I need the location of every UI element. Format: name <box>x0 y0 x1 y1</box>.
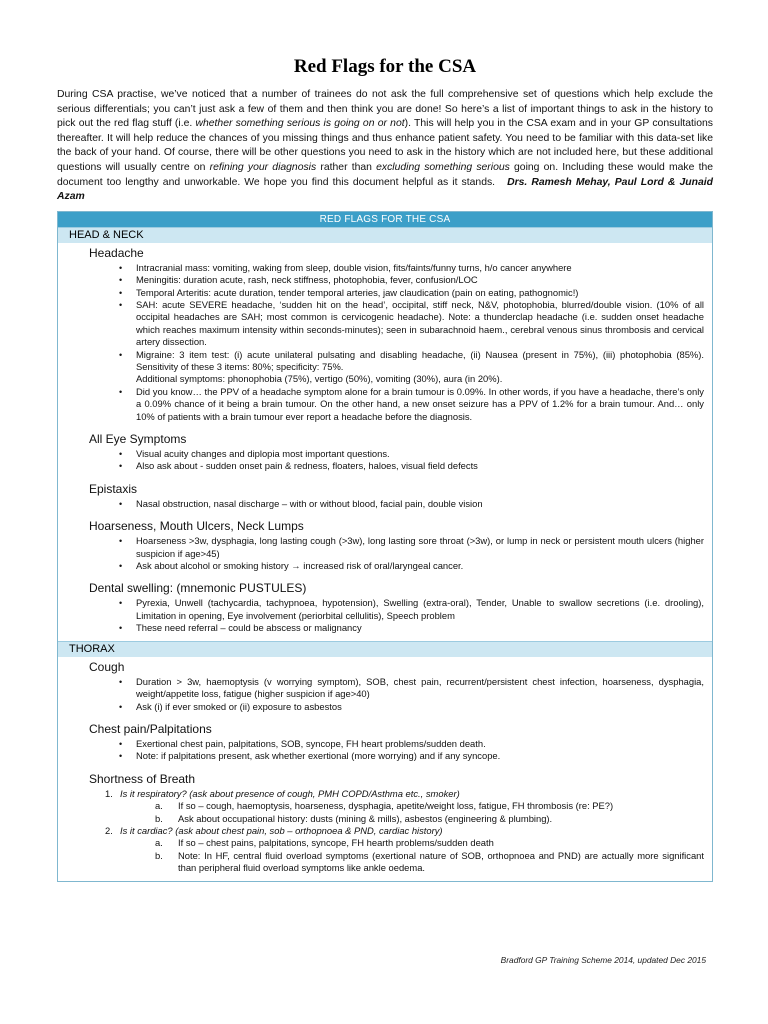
intro-paragraph <box>57 88 713 205</box>
table-title: RED FLAGS FOR THE CSA <box>58 212 712 227</box>
list-item <box>136 349 712 386</box>
epistaxis-list <box>58 498 712 510</box>
page-footer: Bradford GP Training Scheme 2014, updated Dec 2015 <box>500 955 706 965</box>
number-marker: 2. <box>105 824 113 836</box>
subheading-cough: Cough <box>89 659 125 674</box>
cough-list <box>58 676 712 713</box>
list-item: • Meningitis: duration acute, rash, neck stiffness, photophobia, fever, confusion/LOC <box>136 274 712 286</box>
hoarseness-list <box>58 535 712 572</box>
subheading-dental: Dental swelling: (mnemonic PUSTULES) <box>89 581 307 596</box>
list-item: • Ask about alcohol or smoking history → increased risk of oral/laryngeal cancer. <box>136 560 712 572</box>
lettered-item <box>120 850 704 875</box>
section-thorax: THORAX <box>58 641 712 657</box>
subheading-sob: Shortness of Breath <box>89 771 196 786</box>
list-item: • Note: if palpitations present, ask whether exertional (more worrying) and if any syncope. <box>136 750 712 762</box>
list-item: • SAH: acute SEVERE headache, ‘sudden hit on the head’, occipital, stiff neck, N&V, photophobia, blurred/double vision. (10% of all occipital headaches are SAH; most common is cervicogenic headache). Note: a thunderclap headache (i.e. sudden onset headache which reaches maximum intensity within seconds-minutes); seen in subarachnoid haem., cerebral venous sinus thrombosis and cervical artery dissection. <box>136 299 712 349</box>
list-item: • Did you know… the PPV of a headache symptom alone for a brain tumour is 0.09%. In other words, if you have a headache, there’s only a 0.09% chance of it being a brain tumour. On the other hand, a new onset seizure has a PPV of 1.2% for a brain tumour. And… only 10% of patients with a brain tumour ever report a headache before the diagnosis. <box>136 386 712 423</box>
intro-emphasis-2: refining your diagnosis <box>209 161 317 173</box>
letter-marker: a. <box>155 837 163 849</box>
list-item: • Temporal Arteritis: acute duration, tender temporal arteries, jaw claudication (pain on eating, pathognomic!) <box>136 287 712 299</box>
lettered-item <box>120 800 704 812</box>
numbered-item <box>105 824 704 837</box>
numbered-item-text: Is it cardiac? (ask about chest pain, sob – orthopnoea & PND, cardiac history) <box>120 824 443 836</box>
subheading-headache: Headache <box>89 245 144 260</box>
intro-text-1: During CSA practise, we’ve noticed that a number of trainees do not ask the full comprehensive set of questions which help exclude the serious differentials; you can’t just ask a few of them and then think you are done! So here’s a list of important things to ask in the history to pick out the red flag stuff (i.e. <box>57 89 713 130</box>
list-item: • Nasal obstruction, nasal discharge – with or without blood, facial pain, double vision <box>136 498 712 510</box>
intro-emphasis-1: whether something serious is going on or not <box>195 118 405 130</box>
list-item: • Also ask about - sudden onset pain & redness, floaters, haloes, visual field defects <box>136 460 712 472</box>
list-item: • Visual acuity changes and diplopia most important questions. <box>136 448 712 460</box>
chest-pain-list <box>58 738 712 763</box>
dental-list <box>58 597 712 634</box>
subheading-chest-pain: Chest pain/Palpitations <box>89 721 212 736</box>
intro-emphasis-3: excluding something serious <box>376 161 510 173</box>
section-head-neck: HEAD & NECK <box>58 227 712 243</box>
list-item: • Exertional chest pain, palpitations, SOB, syncope, FH heart problems/sudden death. <box>136 738 712 750</box>
list-item: • Pyrexia, Unwell (tachycardia, tachypnoea, hypotension), Swelling (extra-oral), Tender, Unable to swallow secretions (i.e. drooling), Limitation in opening, Eye involvement (periorbital cellulitis), Speech problem <box>136 597 712 622</box>
intro-text-3: rather than <box>316 161 377 173</box>
list-item: • Intracranial mass: vomiting, waking from sleep, double vision, fits/faints/funny turns, h/o cancer anywhere <box>136 262 712 274</box>
headache-list <box>58 262 712 423</box>
list-item: • Ask (i) if ever smoked or (ii) exposure to asbestos <box>136 701 712 713</box>
number-marker: 1. <box>105 787 113 799</box>
numbered-item <box>105 787 704 800</box>
lettered-item <box>120 813 704 825</box>
list-item: • Hoarseness >3w, dysphagia, long lasting cough (>3w), long lasting sore throat (>3w), or lump in neck or persistent mouth ulcers (higher suspicion if age>45) <box>136 535 712 560</box>
list-item-text: Additional symptoms: phonophobia (75%), vertigo (50%), vomiting (30%), aura (in 20%). <box>136 373 503 385</box>
lettered-item-text: If so – chest pains, palpitations, syncope, FH hearth problems/sudden death <box>178 837 494 849</box>
section-head-neck-body <box>58 243 712 641</box>
sob-list <box>58 788 712 875</box>
lettered-item-text: If so – cough, haemoptysis, hoarseness, dysphagia, apetite/weight loss, fatigue, FH thrombosis (re: PE?) <box>178 800 614 812</box>
numbered-item-text: Is it respiratory? (ask about presence of cough, PMH COPD/Asthma etc., smoker) <box>120 787 460 799</box>
subheading-eye: All Eye Symptoms <box>89 432 187 447</box>
letter-marker: b. <box>155 812 163 824</box>
lettered-item-text: Note: In HF, central fluid overload symptoms (exertional nature of SOB, orthopnoea and PND) are actually more significant than peripheral fluid overload symptoms like ankle oedema. <box>178 849 704 874</box>
letter-marker: b. <box>155 849 163 861</box>
authors: Drs. Ramesh Mehay, Paul Lord & Junaid Azam <box>57 176 713 203</box>
page-title: Red Flags for the CSA <box>293 56 477 77</box>
list-item: • These need referral – could be abscess or malignancy <box>136 622 712 634</box>
letter-marker: a. <box>155 800 163 812</box>
list-item: • Duration > 3w, haemoptysis (v worrying symptom), SOB, chest pain, recurrent/persistent chest infection, hoarseness, dysphagia, weight/appetite loss, fatigue (higher suspicion if age>40) <box>136 676 712 701</box>
lettered-item-text: Ask about occupational history: dusts (mining & mills), asbestos (engineering & plumbing). <box>178 812 553 824</box>
red-flags-table <box>57 211 713 882</box>
intro-text-4: going on. Including these would make the document too lengthy and unworkable. We hope you find this document helpful as it stands. <box>57 161 714 188</box>
subheading-hoarseness: Hoarseness, Mouth Ulcers, Neck Lumps <box>89 519 304 534</box>
lettered-item <box>120 837 704 849</box>
eye-list <box>58 448 712 473</box>
document-page <box>57 56 713 882</box>
intro-text-2: ). This will help you in the CSA exam and in your GP consultations thereafter. It will help reduce the chances of you missing things and thus enhance patient safety. You need to be familiar with this data-set like the back of your hand. Of course, there will be other questions you need to ask in the history which are not included here, but these additional questions will usually centre on <box>57 118 713 173</box>
list-item-text: Migraine: 3 item test: (i) acute unilateral pulsating and disabling headache, (ii) Nausea (present in 75%), (iii) photophobia (85%). Sensitivity of these 3 items: 80%; specificity: 75%. <box>136 348 704 372</box>
subheading-epistaxis: Epistaxis <box>89 481 138 496</box>
section-thorax-body <box>58 657 712 881</box>
